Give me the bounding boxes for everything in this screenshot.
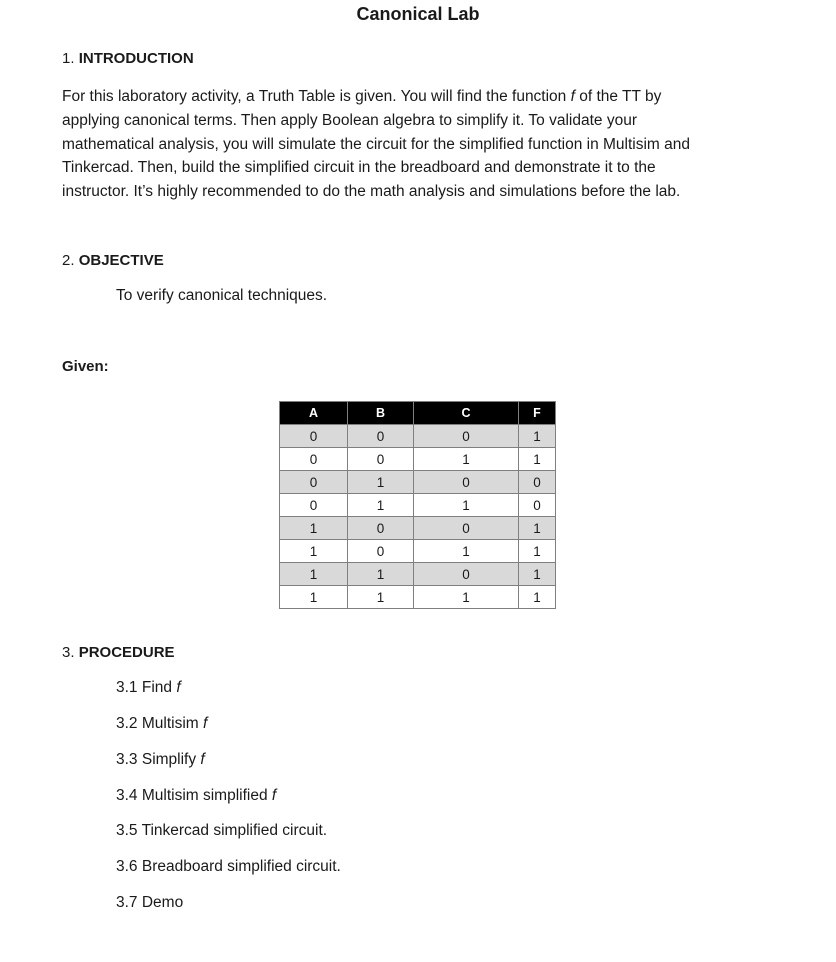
f-symbol: f	[570, 88, 575, 105]
table-cell: 0	[414, 517, 519, 540]
procedure-item-text: 3.2 Multisim	[116, 715, 203, 732]
intro-number: 1.	[62, 50, 75, 67]
procedure-item	[116, 858, 341, 876]
intro-line-5: instructor. It’s highly recommended to do the math analysis and simulations before the lab.	[62, 183, 681, 201]
procedure-item-text: 3.4 Multisim simplified	[116, 787, 272, 804]
truth-table	[279, 401, 556, 609]
table-cell: 0	[414, 425, 519, 448]
procedure-item	[116, 822, 327, 840]
table-cell: 1	[280, 586, 348, 609]
table-row	[280, 517, 556, 540]
header-b: B	[348, 402, 414, 425]
procedure-item-text: 3.7 Demo	[116, 894, 184, 911]
table-cell: 1	[348, 471, 414, 494]
table-cell: 0	[348, 448, 414, 471]
table-cell: 1	[519, 425, 556, 448]
procedure-item	[116, 787, 276, 805]
intro-line-2: applying canonical terms. Then apply Boolean algebra to simplify it. To validate your	[62, 111, 637, 129]
intro-line-4: Tinkercad. Then, build the simplified circuit in the breadboard and demonstrate it to the	[62, 159, 656, 177]
table-cell: 0	[348, 425, 414, 448]
f-symbol: f	[176, 679, 181, 696]
objective-text: To verify canonical techniques.	[116, 287, 328, 304]
procedure-item	[116, 894, 183, 912]
table-cell: 1	[348, 563, 414, 586]
intro-heading	[62, 50, 194, 67]
intro-paragraph	[62, 85, 762, 204]
table-cell: 1	[348, 586, 414, 609]
procedure-number: 3.	[62, 644, 75, 661]
table-row	[280, 425, 556, 448]
table-cell: 0	[280, 448, 348, 471]
table-cell: 1	[519, 517, 556, 540]
intro-line-3: mathematical analysis, you will simulate the circuit for the simplified function in Multisim and	[62, 135, 690, 153]
table-cell: 0	[280, 494, 348, 517]
table-cell: 1	[414, 448, 519, 471]
table-cell: 0	[280, 471, 348, 494]
table-cell: 1	[519, 540, 556, 563]
header-f: F	[519, 402, 556, 425]
table-cell: 1	[414, 586, 519, 609]
table-cell: 1	[280, 517, 348, 540]
table-row	[280, 540, 556, 563]
table-cell: 1	[348, 494, 414, 517]
objective-heading-text: OBJECTIVE	[78, 252, 164, 269]
f-symbol: f	[200, 751, 205, 768]
table-row	[280, 471, 556, 494]
table-cell: 1	[280, 563, 348, 586]
intro-line-1-text: For this laboratory activity, a Truth Table is given. You will find the function	[62, 88, 571, 105]
table-cell: 0	[519, 494, 556, 517]
page-title: Canonical Lab	[356, 4, 480, 24]
header-c: C	[414, 402, 519, 425]
procedure-heading	[62, 644, 175, 661]
intro-heading-text: INTRODUCTION	[78, 50, 194, 67]
procedure-item	[116, 715, 207, 733]
procedure-heading-text: PROCEDURE	[78, 644, 175, 661]
f-symbol: f	[271, 787, 277, 804]
table-row	[280, 586, 556, 609]
intro-line-1	[62, 85, 762, 109]
table-cell: 0	[519, 471, 556, 494]
table-cell: 0	[280, 425, 348, 448]
table-row	[280, 494, 556, 517]
procedure-item	[116, 679, 181, 697]
table-cell: 1	[519, 448, 556, 471]
objective-heading	[62, 252, 164, 269]
procedure-item-text: 3.3 Simplify	[116, 751, 201, 768]
table-cell: 0	[414, 471, 519, 494]
table-cell: 1	[414, 494, 519, 517]
table-cell: 1	[414, 540, 519, 563]
f-symbol: f	[203, 715, 208, 732]
truth-table-header	[280, 402, 556, 425]
header-a: A	[280, 402, 348, 425]
intro-line-1-tail: of the TT by	[574, 88, 662, 105]
given-label: Given:	[62, 358, 109, 375]
objective-number: 2.	[62, 252, 75, 269]
procedure-item-text: 3.6 Breadboard simplified circuit.	[116, 858, 341, 875]
table-cell: 1	[519, 563, 556, 586]
table-cell: 1	[280, 540, 348, 563]
table-row	[280, 448, 556, 471]
procedure-item	[116, 751, 205, 769]
procedure-item-text: 3.5 Tinkercad simplified circuit.	[116, 822, 328, 839]
table-cell: 0	[348, 540, 414, 563]
table-cell: 0	[414, 563, 519, 586]
table-cell: 0	[348, 517, 414, 540]
procedure-item-text: 3.1 Find	[116, 679, 177, 696]
table-row	[280, 563, 556, 586]
table-cell: 1	[519, 586, 556, 609]
